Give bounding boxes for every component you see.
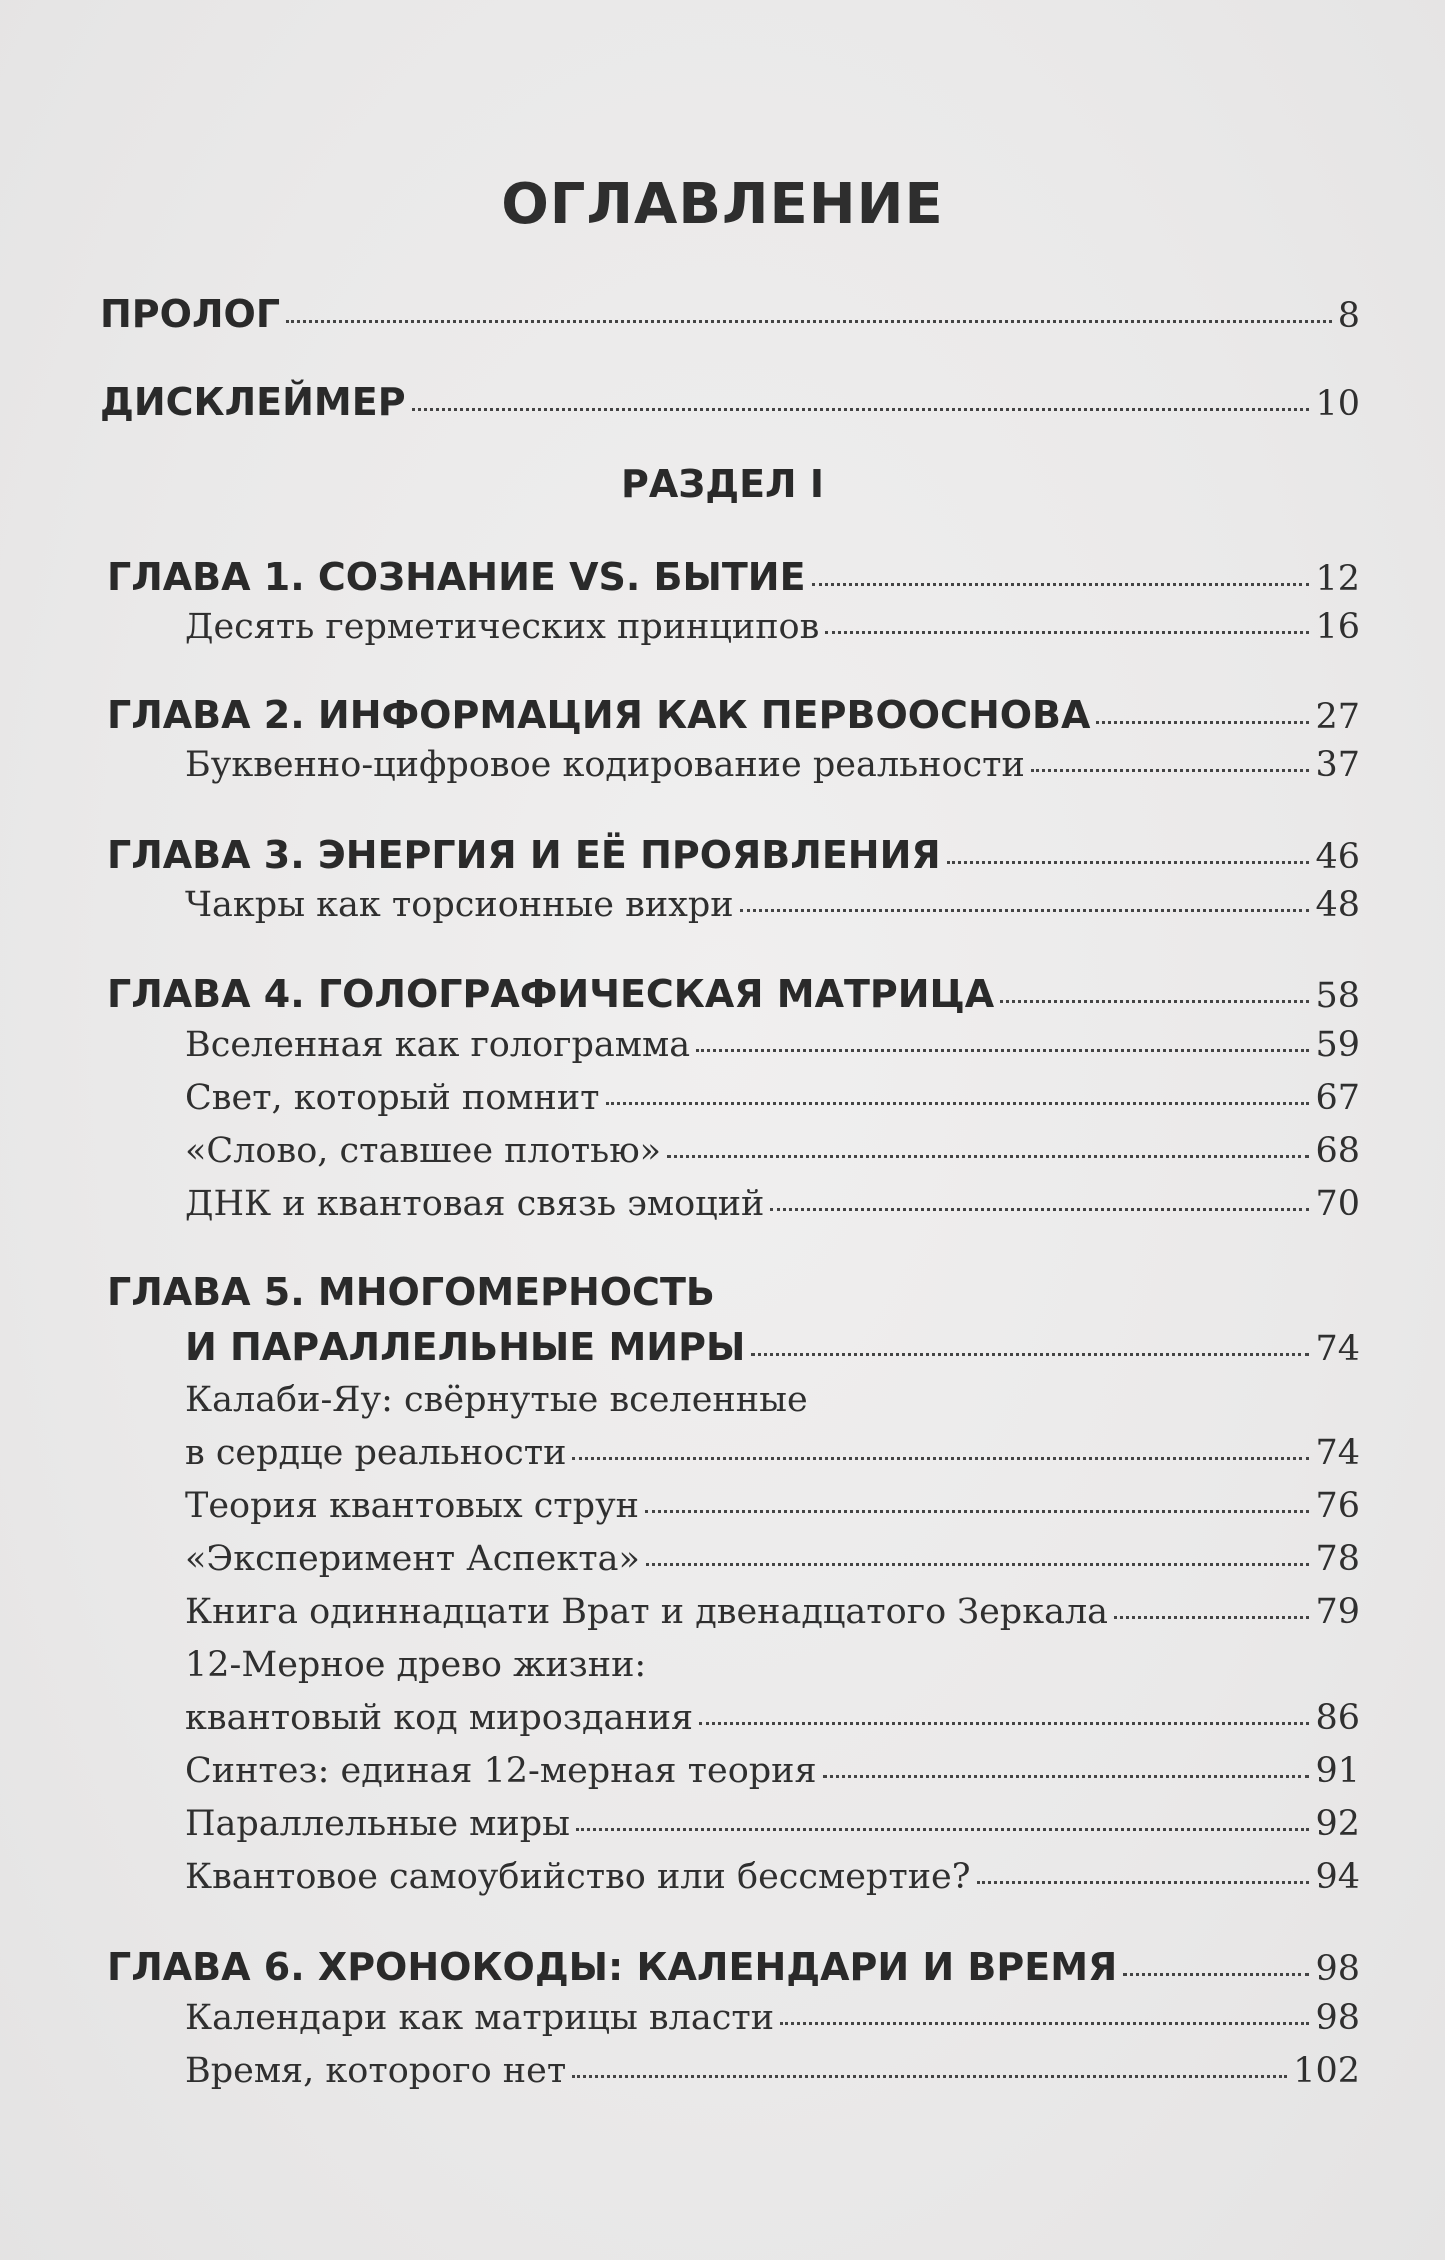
page-number: 46 [1315, 837, 1360, 877]
entry-label: ГЛАВА 4. ГОЛОГРАФИЧЕСКАЯ МАТРИЦА [107, 972, 995, 1016]
toc-subentry [185, 1433, 1360, 1473]
toc-entry-chapter-1 [107, 555, 1360, 599]
dot-leader [780, 2022, 1309, 2025]
page-number: 94 [1315, 1857, 1360, 1897]
entry-label: ДИСКЛЕЙМЕР [100, 380, 406, 424]
dot-leader [645, 1510, 1309, 1513]
page-number: 12 [1315, 559, 1360, 599]
entry-label: Параллельные миры [185, 1804, 570, 1844]
toc-entry-disclaimer [100, 380, 1360, 424]
page-number: 68 [1315, 1131, 1360, 1171]
toc-subentry [185, 885, 1360, 925]
dot-leader [770, 1208, 1309, 1211]
dot-leader [1096, 721, 1309, 724]
dot-leader [576, 1828, 1309, 1831]
entry-label: ПРОЛОГ [100, 292, 281, 336]
dot-leader [667, 1155, 1309, 1158]
entry-label: 12-Мерное древо жизни: [185, 1645, 647, 1685]
page-number: 27 [1315, 697, 1360, 737]
page-number: 16 [1315, 607, 1360, 647]
toc-entry-chapter-6 [107, 1945, 1360, 1989]
dot-leader [751, 1353, 1309, 1356]
entry-label: Десять герметических принципов [185, 607, 820, 647]
page-number: 79 [1315, 1592, 1360, 1632]
toc-subentry [185, 1184, 1360, 1224]
toc-subentry [185, 1857, 1360, 1897]
entry-label: «Слово, ставшее плотью» [185, 1131, 662, 1171]
page-number: 92 [1315, 1804, 1360, 1844]
page-number: 67 [1315, 1078, 1360, 1118]
dot-leader [696, 1049, 1309, 1052]
page-number: 8 [1337, 296, 1360, 336]
dot-leader [977, 1881, 1310, 1884]
dot-leader [812, 583, 1310, 586]
section-heading: РАЗДЕЛ I [621, 462, 824, 506]
entry-label: квантовый код мироздания [185, 1698, 694, 1738]
dot-leader [572, 2075, 1287, 2078]
dot-leader [699, 1722, 1309, 1725]
page-number: 91 [1315, 1751, 1360, 1791]
entry-label: Квантовое самоубийство или бессмертие? [185, 1857, 971, 1897]
entry-label: ГЛАВА 6. ХРОНОКОДЫ: КАЛЕНДАРИ И ВРЕМЯ [107, 1945, 1118, 1989]
page-number: 74 [1315, 1433, 1360, 1473]
toc-subentry [185, 1539, 1360, 1579]
entry-label: Календари как матрицы власти [185, 1998, 775, 2038]
toc-subentry [185, 1486, 1360, 1526]
page-number: 37 [1315, 745, 1360, 785]
entry-label: ДНК и квантовая связь эмоций [185, 1184, 765, 1224]
page-number: 59 [1315, 1025, 1360, 1065]
entry-label: ГЛАВА 1. СОЗНАНИЕ VS. БЫТИЕ [107, 555, 806, 599]
entry-label: Теория квантовых струн [185, 1486, 639, 1526]
page-number: 10 [1315, 384, 1360, 424]
toc-subentry [185, 2051, 1360, 2091]
page-number: 86 [1315, 1698, 1360, 1738]
page-number: 98 [1315, 1998, 1360, 2038]
dot-leader [1114, 1616, 1309, 1619]
dot-leader [286, 320, 1332, 323]
entry-label: «Эксперимент Аспекта» [185, 1539, 640, 1579]
toc-subentry [185, 1078, 1360, 1118]
entry-label: Буквенно-цифровое кодирование реальности [185, 745, 1025, 785]
page-number: 58 [1315, 976, 1360, 1016]
entry-label: ГЛАВА 2. ИНФОРМАЦИЯ КАК ПЕРВООСНОВА [107, 693, 1091, 737]
toc-subentry [185, 1131, 1360, 1171]
entry-label: ГЛАВА 3. ЭНЕРГИЯ И ЕЁ ПРОЯВЛЕНИЯ [107, 833, 941, 877]
toc-entry-chapter-3 [107, 833, 1360, 877]
toc-subentry [185, 607, 1360, 647]
dot-leader [825, 631, 1309, 634]
dot-leader [572, 1457, 1309, 1460]
dot-leader [740, 909, 1310, 912]
entry-label: Книга одиннадцати Врат и двенадцатого Зеркала [185, 1592, 1109, 1632]
dot-leader [947, 861, 1310, 864]
toc-entry-chapter-4 [107, 972, 1360, 1016]
page-number: 74 [1315, 1329, 1360, 1369]
page-number: 98 [1315, 1949, 1360, 1989]
toc-subentry [185, 1804, 1360, 1844]
dot-leader [412, 408, 1310, 411]
toc-subentry [185, 1998, 1360, 2038]
toc-subentry-line1 [185, 1645, 1360, 1685]
toc-entry-prologue [100, 292, 1360, 336]
entry-label: Время, которого нет [185, 2051, 567, 2091]
toc-subentry [185, 1025, 1360, 1065]
dot-leader [1000, 1000, 1309, 1003]
page-title: ОГЛАВЛЕНИЕ [501, 172, 944, 237]
dot-leader [1031, 769, 1310, 772]
toc-entry-chapter-2 [107, 693, 1360, 737]
toc-subentry-line1 [185, 1380, 1360, 1420]
dot-leader [646, 1563, 1310, 1566]
page-number: 48 [1315, 885, 1360, 925]
entry-label: Вселенная как голограмма [185, 1025, 691, 1065]
toc-subentry [185, 1698, 1360, 1738]
entry-label: в сердце реальности [185, 1433, 567, 1473]
entry-label: Свет, который помнит [185, 1078, 600, 1118]
page-number: 102 [1293, 2051, 1360, 2091]
page-number: 70 [1315, 1184, 1360, 1224]
entry-label: ГЛАВА 5. МНОГОМЕРНОСТЬ [107, 1270, 715, 1314]
entry-label: И ПАРАЛЛЕЛЬНЫЕ МИРЫ [185, 1325, 746, 1369]
toc-entry-chapter-5-line2 [185, 1325, 1360, 1369]
entry-label: Синтез: единая 12-мерная теория [185, 1751, 817, 1791]
entry-label: Калаби-Яу: свёрнутые вселенные [185, 1380, 808, 1420]
toc-subentry [185, 1751, 1360, 1791]
toc-subentry [185, 1592, 1360, 1632]
dot-leader [823, 1775, 1310, 1778]
toc-entry-chapter-5-line1 [107, 1270, 1360, 1314]
dot-leader [1123, 1973, 1309, 1976]
page-number: 76 [1315, 1486, 1360, 1526]
page-number: 78 [1315, 1539, 1360, 1579]
toc-subentry [185, 745, 1360, 785]
entry-label: Чакры как торсионные вихри [185, 885, 734, 925]
dot-leader [606, 1102, 1310, 1105]
